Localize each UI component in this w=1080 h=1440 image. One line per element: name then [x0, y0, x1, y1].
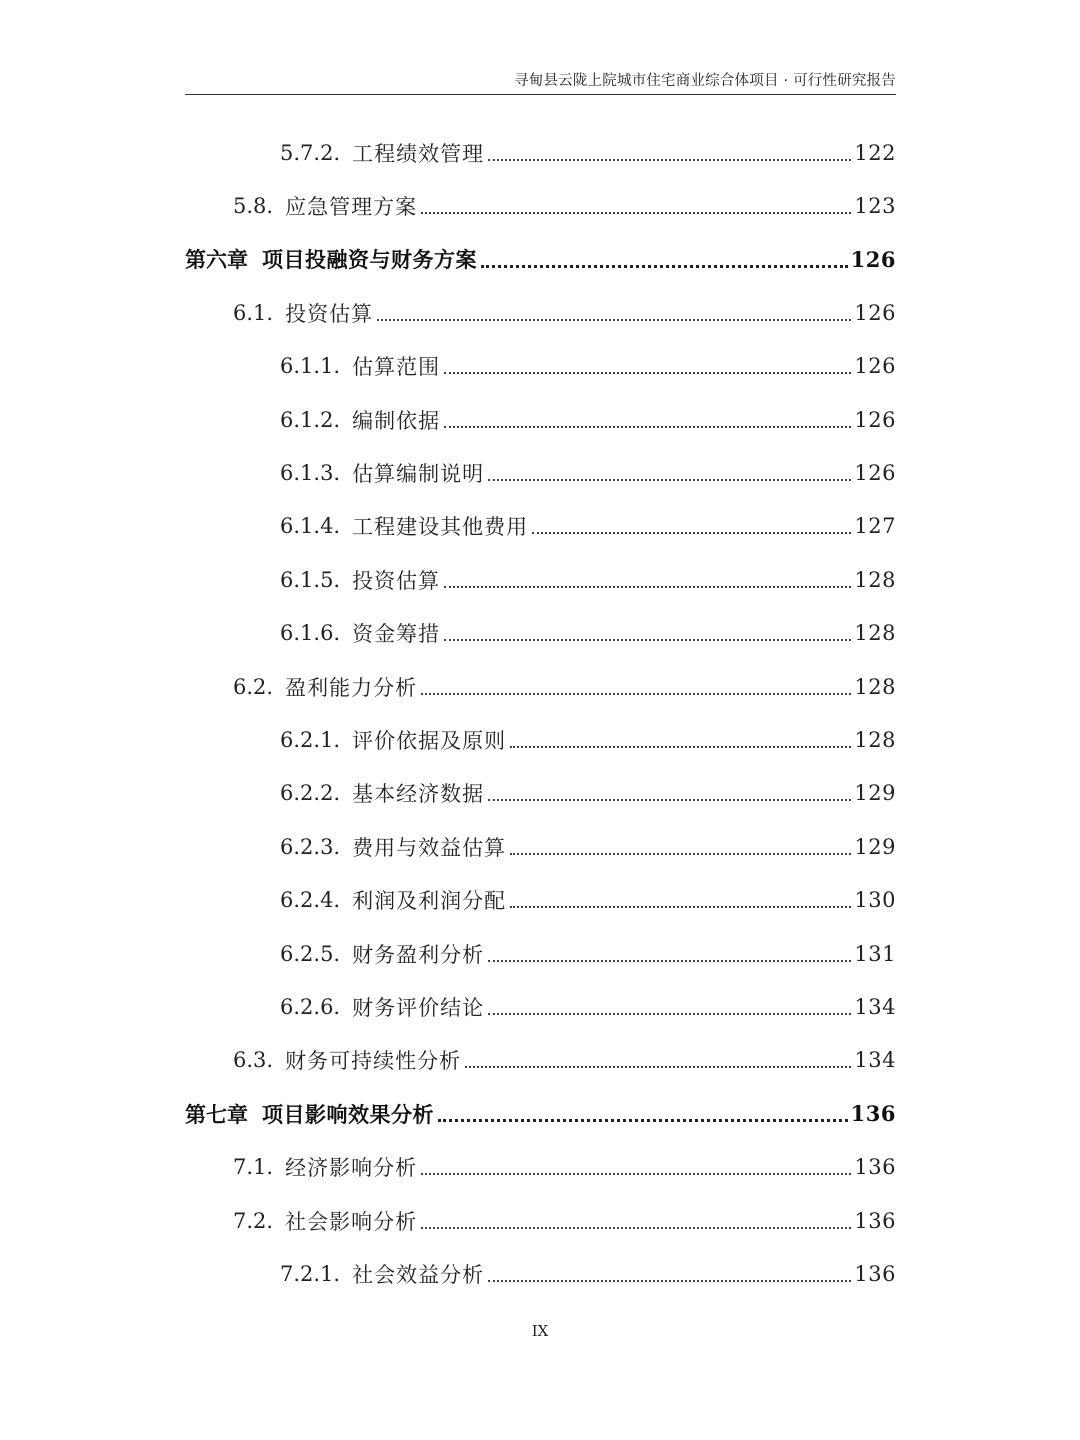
toc-entry-title: 估算编制说明: [352, 462, 485, 487]
toc-entry-number: 6.1.4.: [280, 514, 341, 539]
dot-leader: [444, 372, 851, 374]
dot-leader: [488, 1013, 851, 1015]
dot-leader: [510, 906, 851, 908]
toc-entry[interactable]: [185, 393, 896, 446]
dot-leader: [532, 532, 851, 534]
dot-leader: [488, 1280, 851, 1282]
toc-entry[interactable]: [185, 927, 896, 980]
toc-entry-page: 128: [854, 674, 896, 699]
toc-entry-number: 6.2.1.: [280, 727, 341, 752]
toc-entry-title: 工程绩效管理: [352, 141, 485, 166]
toc-entry-title: 社会影响分析: [285, 1209, 418, 1234]
toc-entry-number: 6.2.3.: [280, 834, 341, 859]
toc-entry[interactable]: [185, 126, 896, 179]
dot-leader: [444, 586, 851, 588]
toc-entry-page: 126: [854, 461, 896, 486]
dot-leader: [421, 212, 851, 214]
dot-leader: [421, 1227, 851, 1229]
toc-entry[interactable]: [185, 1034, 896, 1087]
page-number: IX: [531, 1322, 549, 1340]
toc-entry-page: 136: [850, 1101, 896, 1127]
toc-entry-number: 5.8.: [233, 194, 274, 219]
dot-leader: [488, 479, 851, 481]
toc-entry-title: 利润及利润分配: [352, 889, 507, 914]
toc-entry-number: 6.1.1.: [280, 354, 341, 379]
toc-entry[interactable]: [185, 179, 896, 232]
toc-entry[interactable]: [185, 1194, 896, 1247]
toc-entry-page: 136: [854, 1261, 896, 1286]
toc-entry-number: 6.1.3.: [280, 461, 341, 486]
toc-entry-title: 财务盈利分析: [352, 942, 485, 967]
toc-entry[interactable]: [185, 340, 896, 393]
dot-leader: [510, 746, 851, 748]
toc-entry-title: 经济影响分析: [285, 1156, 418, 1181]
toc-entry-title: 盈利能力分析: [285, 675, 418, 700]
toc-entry-title: 应急管理方案: [285, 195, 418, 220]
toc-entry-page: 126: [850, 246, 896, 272]
toc-entry-title: 资金筹措: [352, 622, 441, 647]
toc-entry[interactable]: [185, 713, 896, 766]
toc-entry-number: 6.2.2.: [280, 781, 341, 806]
dot-leader: [421, 1173, 851, 1175]
toc-entry-title: 财务评价结论: [352, 995, 485, 1020]
toc-entry-page: 128: [854, 727, 896, 752]
toc-entry-page: 134: [854, 1048, 896, 1073]
toc-entry[interactable]: [185, 660, 896, 713]
toc-entry-title: 评价依据及原则: [352, 728, 507, 753]
toc-entry-title: 投资估算: [285, 301, 374, 326]
toc-entry-title: 项目投融资与财务方案: [262, 247, 477, 273]
dot-leader: [488, 159, 851, 161]
dot-leader: [488, 960, 851, 962]
toc-entry-number: 7.2.: [233, 1208, 274, 1233]
toc-entry-title: 工程建设其他费用: [352, 515, 529, 540]
toc-entry-number: 7.1.: [233, 1155, 274, 1180]
dot-leader: [488, 799, 851, 801]
toc-entry[interactable]: [185, 1140, 896, 1193]
dot-leader: [510, 853, 851, 855]
toc-entry-title: 投资估算: [352, 568, 441, 593]
toc-entry-page: 134: [854, 994, 896, 1019]
toc-entry-page: 128: [854, 567, 896, 592]
toc-entry-title: 估算范围: [352, 355, 441, 380]
toc-entry[interactable]: [185, 500, 896, 553]
toc-entry[interactable]: [185, 820, 896, 873]
toc-entry-title: 基本经济数据: [352, 782, 485, 807]
toc-entry-number: 6.2.5.: [280, 941, 341, 966]
toc-chapter-entry[interactable]: [185, 1087, 896, 1140]
toc-entry-page: 129: [854, 781, 896, 806]
toc-chapter-entry[interactable]: [185, 233, 896, 286]
toc-entry-page: 129: [854, 834, 896, 859]
toc-entry-number: 6.2.4.: [280, 888, 341, 913]
toc-entry-title: 财务可持续性分析: [285, 1049, 462, 1074]
toc-entry-page: 128: [854, 621, 896, 646]
toc-entry-number: 6.3.: [233, 1048, 274, 1073]
toc-entry-page: 123: [854, 194, 896, 219]
toc-entry[interactable]: [185, 446, 896, 499]
toc-entry-page: 136: [854, 1208, 896, 1233]
toc-entry-number: 6.1.2.: [280, 407, 341, 432]
dot-leader: [465, 1066, 851, 1068]
document-title: 寻甸县云陇上院城市住宅商业综合体项目 · 可行性研究报告: [514, 73, 896, 89]
toc-entry[interactable]: [185, 873, 896, 926]
toc-entry-number: 6.1.5.: [280, 567, 341, 592]
toc-entry[interactable]: [185, 607, 896, 660]
toc-entry-number: 第七章: [185, 1101, 248, 1127]
toc-entry-page: 127: [854, 514, 896, 539]
toc-entry-number: 6.2.6.: [280, 994, 341, 1019]
running-header: [185, 70, 896, 95]
dot-leader: [438, 1119, 848, 1122]
dot-leader: [377, 319, 851, 321]
toc-entry[interactable]: [185, 980, 896, 1033]
toc-entry[interactable]: [185, 286, 896, 339]
toc-entry-number: 第六章: [185, 247, 248, 273]
dot-leader: [421, 693, 851, 695]
toc-entry[interactable]: [185, 553, 896, 606]
toc-entry-page: 122: [854, 140, 896, 165]
toc-entry-number: 6.1.6.: [280, 621, 341, 646]
toc-entry-title: 费用与效益估算: [352, 835, 507, 860]
toc-entry-title: 编制依据: [352, 408, 441, 433]
dot-leader: [481, 265, 848, 268]
toc-entry-page: 126: [854, 354, 896, 379]
toc-entry-number: 6.2.: [233, 674, 274, 699]
toc-entry[interactable]: [185, 767, 896, 820]
toc-entry-page: 131: [854, 941, 896, 966]
dot-leader: [444, 426, 851, 428]
toc-entry-number: 5.7.2.: [280, 140, 341, 165]
toc-entry-page: 136: [854, 1155, 896, 1180]
dot-leader: [444, 639, 851, 641]
toc-entry-number: 6.1.: [233, 300, 274, 325]
toc-entry-page: 126: [854, 300, 896, 325]
toc-entry-page: 130: [854, 888, 896, 913]
toc-entry-number: 7.2.1.: [280, 1261, 341, 1286]
toc-entry-title: 项目影响效果分析: [262, 1101, 434, 1127]
table-of-contents: [185, 126, 896, 1301]
toc-entry-page: 126: [854, 407, 896, 432]
toc-entry-title: 社会效益分析: [352, 1262, 485, 1287]
toc-entry[interactable]: [185, 1247, 896, 1300]
